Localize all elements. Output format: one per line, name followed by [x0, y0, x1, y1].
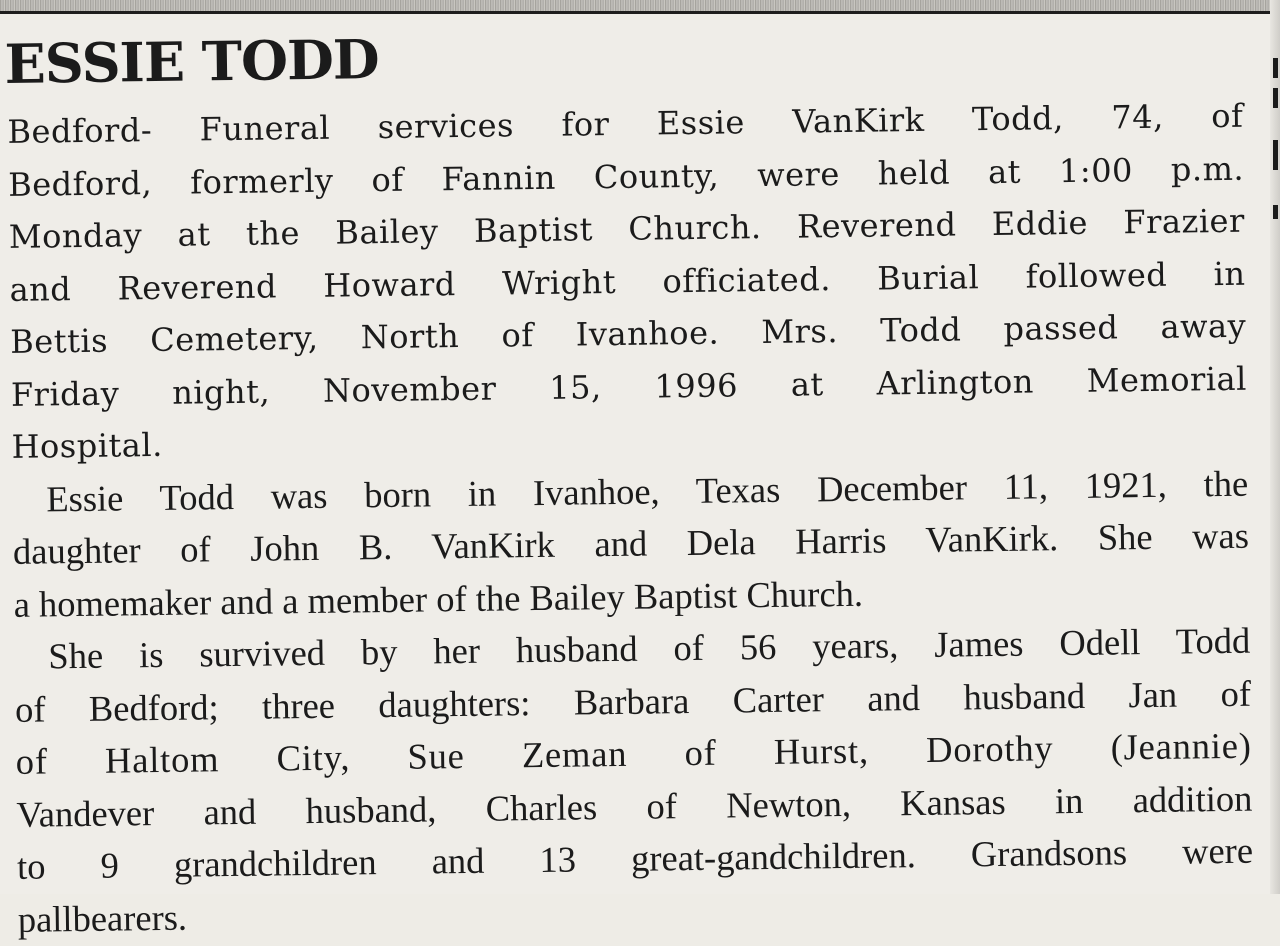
text-line: of Bedford; three daughters: Barbara Carter and husband Jan of — [14, 672, 1252, 730]
paragraph-biography — [12, 457, 1250, 631]
text-line: Vandever and husband, Charles of Newton, Kansas in addition — [16, 777, 1253, 835]
text-line: Bettis Cemetery, North of Ivanhoe. Mrs. Todd passed away — [9, 306, 1247, 361]
text-line: Bedford, formerly of Fannin County, were held at 1:00 p.m. — [7, 149, 1245, 204]
text-line: Essie Todd was born in Ivanhoe, Texas December 11, 1921, the — [46, 462, 1249, 519]
text-line: Monday at the Bailey Baptist Church. Reverend Eddie Frazier — [8, 201, 1246, 256]
paragraph-funeral-services — [7, 90, 1248, 474]
text-line: She is survived by her husband of 56 years, James Odell Todd — [48, 619, 1251, 677]
text-line: and Reverend Howard Wright officiated. Burial followed in — [9, 254, 1246, 309]
text-line: daughter of John B. VanKirk and Dela Harris VanKirk. She was — [12, 514, 1250, 572]
text-line: Bedford- Funeral services for Essie VanKirk Todd, 74, of — [7, 96, 1244, 151]
text-line: a homemaker and a member of the Bailey Baptist Church. — [13, 572, 864, 625]
text-line: Hospital. — [11, 425, 164, 466]
paragraph-survivors — [14, 615, 1254, 946]
text-line: pallbearers. — [17, 896, 188, 940]
text-line: Friday night, November 15, 1996 at Arlington Memorial — [10, 359, 1248, 414]
obituary-headline: ESSIE TODD — [4, 27, 380, 96]
obituary-body — [7, 90, 1254, 946]
text-line: of Haltom City, Sue Zeman of Hurst, Dorothy (Jeannie) — [15, 724, 1252, 782]
text-line: to 9 grandchildren and 13 great-gandchildren. Grandsons were — [16, 829, 1254, 887]
adjacent-column-edge — [1270, 0, 1280, 894]
obituary-clipping — [0, 2, 1267, 940]
